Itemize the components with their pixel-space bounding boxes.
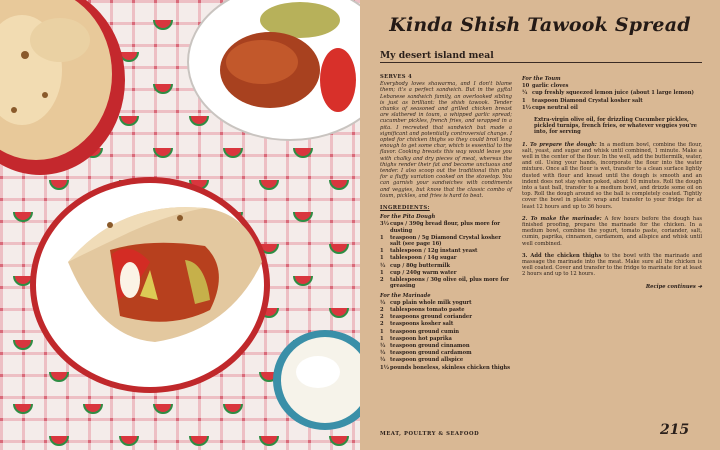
ingredient-text: cup plain whole milk yogurt xyxy=(390,299,472,306)
ingredient-quantity: 10 xyxy=(522,83,530,90)
ingredient-row xyxy=(380,307,512,313)
divider xyxy=(380,62,702,63)
step-3-text: to the bowl with the marinade and massage the marinade into the meat. Make sure all the chicken is well coated. Cover and transfer to the fridge to marinate for at least 2 hours and up to 12 hours. xyxy=(522,252,703,278)
ingredient-quantity: 1 xyxy=(522,97,526,104)
ingredient-text: tablespoons tomato paste xyxy=(390,306,465,313)
ingredient-text: tablespoon / 14g sugar xyxy=(390,255,457,262)
ingredient-row xyxy=(380,314,512,320)
ingredient-quantity: ½ xyxy=(380,342,386,349)
step-2-lead: 2. To make the marinade: xyxy=(522,215,602,222)
ingredient-text: teaspoons ground coriander xyxy=(390,314,472,321)
ingredient-row xyxy=(380,336,512,342)
marinade-header: For the Marinade xyxy=(380,292,431,299)
ingredient-text: cups / 390g bread flour, plus more for dusting xyxy=(390,221,500,234)
ingredient-text: garlic cloves xyxy=(532,83,569,90)
ingredient-quantity: 1 xyxy=(380,234,384,241)
ingredient-row xyxy=(380,329,512,335)
ingredient-text: cup / 240g warm water xyxy=(390,269,457,276)
step-3 xyxy=(522,253,702,278)
ingredients-header: INGREDIENTS: xyxy=(380,205,430,212)
left-column xyxy=(380,74,512,372)
step-2-text: A few hours before the dough has finished proofing, prepare the marinade for the chicken. In a medium bowl, combine the yogurt, tomato paste, coriander, salt, cumin, paprika, cinnamon, cardamom, and allspice and whisk until well combined. xyxy=(522,215,702,247)
recipe-title: Kinda Shish Tawook Spread xyxy=(389,14,691,36)
ingredient-text: tablespoon / 12g instant yeast xyxy=(390,248,478,255)
step-3-lead: 3. Add the chicken thighs xyxy=(522,252,602,259)
ingredient-quantity: 1 xyxy=(380,269,384,276)
step-1-text: In a medium bowl, combine the flour, salt, yeast, and sugar and whisk until combined, 1 minute. Make a well in the center of the flour. In the well, add the buttermilk, water, and oil. Using your hands, incorporate the flour into the water mixture. Once all the flour is wet, transfer to a clean surface lightly dusted with flour and knead until the dough is smooth and an indent does not stay when poked, about 10 minutes. Roll the dough into a taut ball, transfer to a medium bowl, and drizzle some oil on top. Roll the dough around so the ball is completely coated. Tightly cover the bowl in plastic wrap and transfer to your fridge for at least 12 hours and up to 36 hours. xyxy=(522,141,702,210)
ingredient-row xyxy=(380,365,512,371)
ingredient-quantity: 3½ xyxy=(380,221,390,228)
ingredient-quantity: 1½ xyxy=(380,364,390,371)
ingredient-quantity: 2 xyxy=(380,314,384,321)
toum-ingredient-list xyxy=(522,83,702,111)
ingredient-row xyxy=(522,83,702,89)
ingredient-row xyxy=(380,350,512,356)
ingredient-row xyxy=(380,235,512,247)
headnote: Everybody loves shawarma, and I don't blame them; it's a perfect sandwich. But in the gyftal Lebanese sandwich family, an overlooked sibling is just as brilliant: the shish tawook. Tender chunks of seasoned and grilled chicken breast are slathered in toum, a whipped garlic spread; cucumber pickles, french fries, and wrapped in a pita. I recreated that sandwich but made a significant and potentially controversial change. I opted for chicken thighs so they could broil long enough to get some char, which is essential to the flavor. Cooking breasts this way would leave you with chalky and dry pieces of meat, whereas the thighs render their fat and become unctuous and tender. I also scoop out the traditional thin pita for a fluffy variation cooked on the stovetop. You can garnish your sandwiches with condiments and veggies, but know that the classic combo of toum, pickles, and fries is hard to beat. xyxy=(380,81,512,199)
ingredient-row xyxy=(380,221,512,233)
ingredient-row xyxy=(522,105,702,111)
marinade-ingredient-list xyxy=(380,300,512,371)
ingredient-text: teaspoon / 5g Diamond Crystal kosher salt (see page 16) xyxy=(390,234,501,248)
ingredient-row xyxy=(380,263,512,269)
ingredient-quantity: ¼ xyxy=(522,90,528,97)
ingredient-quantity: 2 xyxy=(380,306,384,313)
step-1-lead: 1. To prepare the dough: xyxy=(522,141,597,148)
toum-header: For the Toum xyxy=(522,76,561,82)
ingredient-text: teaspoon ground cardamom xyxy=(390,350,472,357)
ingredient-row xyxy=(380,277,512,289)
ingredient-quantity: ½ xyxy=(380,350,386,357)
ingredient-row xyxy=(380,270,512,276)
ingredient-text: teaspoon ground cumin xyxy=(390,328,460,335)
ingredient-row xyxy=(380,343,512,349)
ingredient-quantity: 2 xyxy=(380,277,384,284)
ingredient-quantity: 1 xyxy=(380,248,384,255)
ingredient-row xyxy=(380,321,512,327)
serves-label: SERVES 4 xyxy=(380,74,413,80)
ingredient-quantity: 1 xyxy=(380,328,384,335)
recipe-subtitle: My desert island meal xyxy=(380,50,494,61)
ingredient-quantity: ½ xyxy=(380,299,386,306)
ingredient-row xyxy=(522,98,702,104)
page-number: 215 xyxy=(660,422,690,438)
ingredient-text: cups neutral oil xyxy=(532,104,578,111)
ingredient-text: teaspoon hot paprika xyxy=(390,335,452,342)
recipe-page xyxy=(360,0,720,450)
ingredient-text: teaspoon ground allspice xyxy=(390,357,464,364)
ingredient-text: cup freshly squeezed lemon juice (about 1 large lemon) xyxy=(532,90,694,97)
ingredient-quantity: ½ xyxy=(380,357,386,364)
ingredient-text: teaspoons kosher salt xyxy=(390,321,454,328)
right-column xyxy=(522,74,702,290)
pita-ingredient-list xyxy=(380,221,512,289)
ingredient-quantity: 1½ xyxy=(522,104,532,111)
ingredient-row xyxy=(380,248,512,254)
ingredient-quantity: 2 xyxy=(380,321,384,328)
ingredient-text: teaspoon ground cinnamon xyxy=(390,342,470,349)
ingredient-text: pounds boneless, skinless chicken thighs xyxy=(390,364,511,371)
ingredient-text: cup / 80g buttermilk xyxy=(390,262,450,269)
ingredient-text: teaspoon Diamond Crystal kosher salt xyxy=(532,97,643,104)
serving-note: Extra-virgin olive oil, for drizzling Cucumber pickles, pickled turnips, french fries, or whatever veggies you're into, for serving xyxy=(534,117,697,136)
pita-dough-header: For the Pita Dough xyxy=(380,214,436,221)
ingredient-quantity: ½ xyxy=(380,262,386,269)
ingredient-quantity: 1 xyxy=(380,335,384,342)
ingredient-row xyxy=(522,90,702,96)
ingredient-row xyxy=(380,300,512,306)
section-footer: MEAT, POULTRY & SEAFOOD xyxy=(380,431,480,437)
step-2 xyxy=(522,216,702,247)
ingredient-row xyxy=(380,255,512,261)
ingredient-quantity: 1 xyxy=(380,255,384,262)
ingredient-row xyxy=(380,357,512,363)
recipe-continues-link[interactable]: Recipe continues ➔ xyxy=(645,283,702,290)
step-1 xyxy=(522,142,702,210)
ingredient-text: tablespoons / 30g olive oil, plus more for greasing xyxy=(390,277,509,290)
